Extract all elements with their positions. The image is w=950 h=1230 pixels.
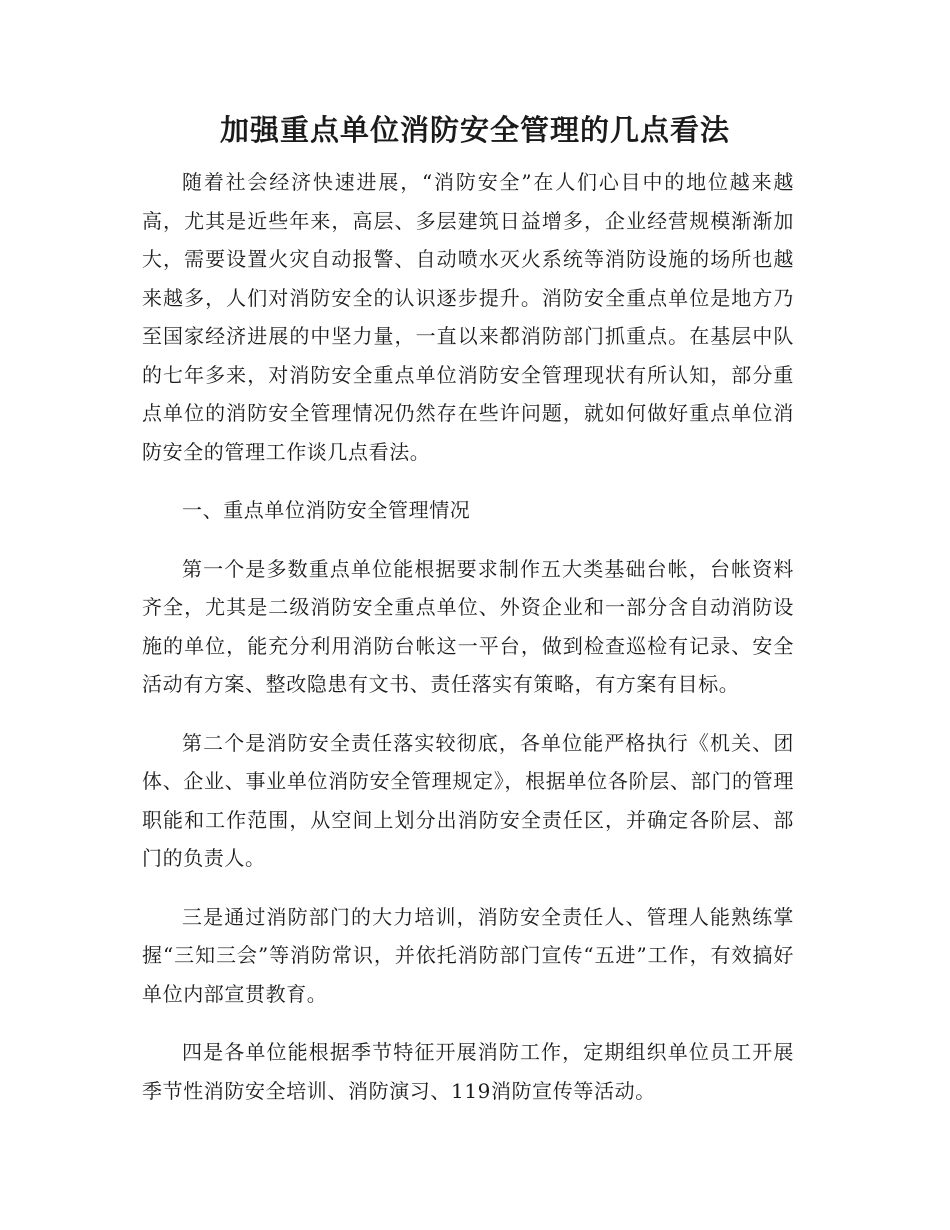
paragraph-point-1: 第一个是多数重点单位能根据要求制作五大类基础台帐，台帐资料齐全，尤其是二级消防安全重点单位、外资企业和一部分含自动消防设施的单位，能充分利用消防台帐这一平台，做到检查巡检有记录、安全活动有方案、整改隐患有文书、责任落实有策略，有方案有目标。 bbox=[142, 556, 794, 696]
section-heading: 一、重点单位消防安全管理情况 bbox=[182, 498, 471, 522]
document-title: 加强重点单位消防安全管理的几点看法 bbox=[219, 113, 730, 147]
paragraph-intro: 随着社会经济快速进展，“消防安全”在人们心目中的地位越来越高，尤其是近些年来，高层、多层建筑日益增多，企业经营规模渐渐加大，需要设置火灾自动报警、自动喷水灭火系统等消防设施的场所也越来越多，人们对消防安全的认识逐步提升。消防安全重点单位是地方乃至国家经济进展的中坚力量，一直以来都消防部门抓重点。在基层中队的七年多来，对消防安全重点单位消防安全管理现状有所认知，部分重点单位的消防安全管理情况仍然存在些许问题，就如何做好重点单位消防安全的管理工作谈几点看法。 bbox=[142, 170, 794, 464]
paragraph-point-2: 第二个是消防安全责任落实较彻底，各单位能严格执行《机关、团体、企业、事业单位消防安全管理规定》，根据单位各阶层、部门的管理职能和工作范围，从空间上划分出消防安全责任区，并确定各阶层、部门的负责人。 bbox=[142, 730, 794, 870]
paragraph-point-3: 三是通过消防部门的大力培训，消防安全责任人、管理人能熟练掌握“三知三会”等消防常识，并依托消防部门宣传“五进”工作，有效搞好单位内部宣贯教育。 bbox=[142, 904, 794, 1006]
paragraph-point-4: 四是各单位能根据季节特征开展消防工作，定期组织单位员工开展季节性消防安全培训、消防演习、119消防宣传等活动。 bbox=[142, 1040, 794, 1103]
document-body bbox=[142, 163, 794, 1130]
